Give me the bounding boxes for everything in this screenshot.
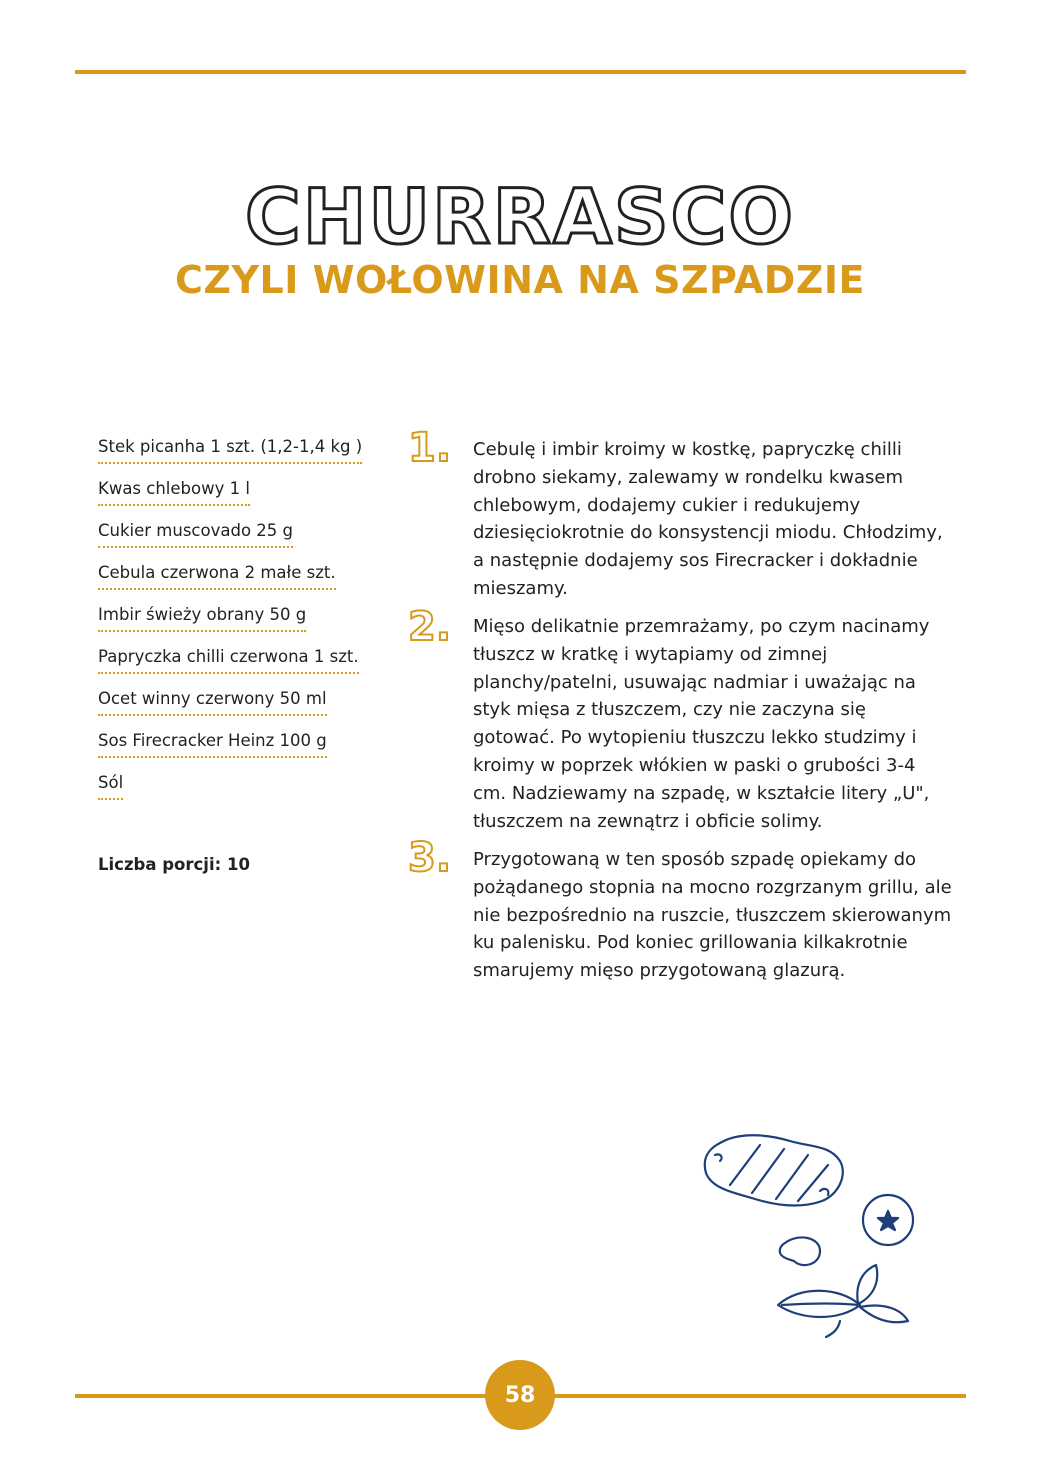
page-subtitle: CZYLI WOŁOWINA NA SZPADZIE bbox=[175, 258, 865, 302]
food-illustration bbox=[690, 1125, 940, 1340]
servings-count: Liczba porcji: 10 bbox=[98, 855, 250, 874]
step-number-2: 2. bbox=[408, 604, 452, 650]
ingredient-item: Cukier muscovado 25 g bbox=[98, 520, 398, 562]
ingredient-item: Kwas chlebowy 1 l bbox=[98, 478, 398, 520]
step-text-3: Przygotowaną w ten sposób szpadę opiekamy do pożądanego stopnia na mocno rozgrzanym grillu, ale nie bezpośrednio na ruszcie, tłuszczem skierowanym ku palenisku. Pod koniec grillowania kilkakrotnie smarujemy mięso przygotowaną glazurą. bbox=[473, 849, 952, 982]
blueberry-icon bbox=[863, 1195, 913, 1245]
bean-icon bbox=[780, 1237, 820, 1265]
page-number: 58 bbox=[485, 1360, 555, 1430]
step-text-2: Mięso delikatnie przemrażamy, po czym nacinamy tłuszcz w kratkę i wytapiamy od zimnej planchy/patelni, usuwając nadmiar i uważając na styk mięsa z tłuszczem, czy nie zaczyna się gotować. Po wytopieniu tłuszczu lekko studzimy i kroimy w poprzek włókien w paski o grubości 3-4 cm. Nadziewamy na szpadę, w kształcie litery „U", tłuszczem na zewnątrz i obficie solimy. bbox=[473, 616, 930, 832]
ingredient-item: Sos Firecracker Heinz 100 g bbox=[98, 730, 398, 772]
step-number-3: 3. bbox=[408, 835, 452, 881]
page-title: CHURRASCO bbox=[244, 172, 796, 261]
ingredient-item: Sól bbox=[98, 772, 398, 814]
ingredient-item: Stek picanha 1 szt. (1,2-1,4 kg ) bbox=[98, 436, 398, 478]
ingredient-list bbox=[98, 436, 398, 814]
step-text-1: Cebulę i imbir kroimy w kostkę, papryczkę chilli drobno siekamy, zalewamy w rondelku kwasem chlebowym, dodajemy cukier i redukujemy dziesięciokrotnie do konsystencji miodu. Chłodzimy, a następnie dodajemy sos Firecracker i dokładnie mieszamy. bbox=[473, 439, 943, 599]
basil-leaves-icon bbox=[778, 1265, 908, 1337]
ingredient-item: Papryczka chilli czerwona 1 szt. bbox=[98, 646, 398, 688]
ingredient-item: Ocet winny czerwony 50 ml bbox=[98, 688, 398, 730]
ingredient-item: Cebula czerwona 2 małe szt. bbox=[98, 562, 398, 604]
step-number-1: 1. bbox=[408, 425, 452, 471]
top-divider bbox=[75, 70, 966, 74]
ingredient-item: Imbir świeży obrany 50 g bbox=[98, 604, 398, 646]
grilled-steak-icon bbox=[705, 1135, 843, 1205]
